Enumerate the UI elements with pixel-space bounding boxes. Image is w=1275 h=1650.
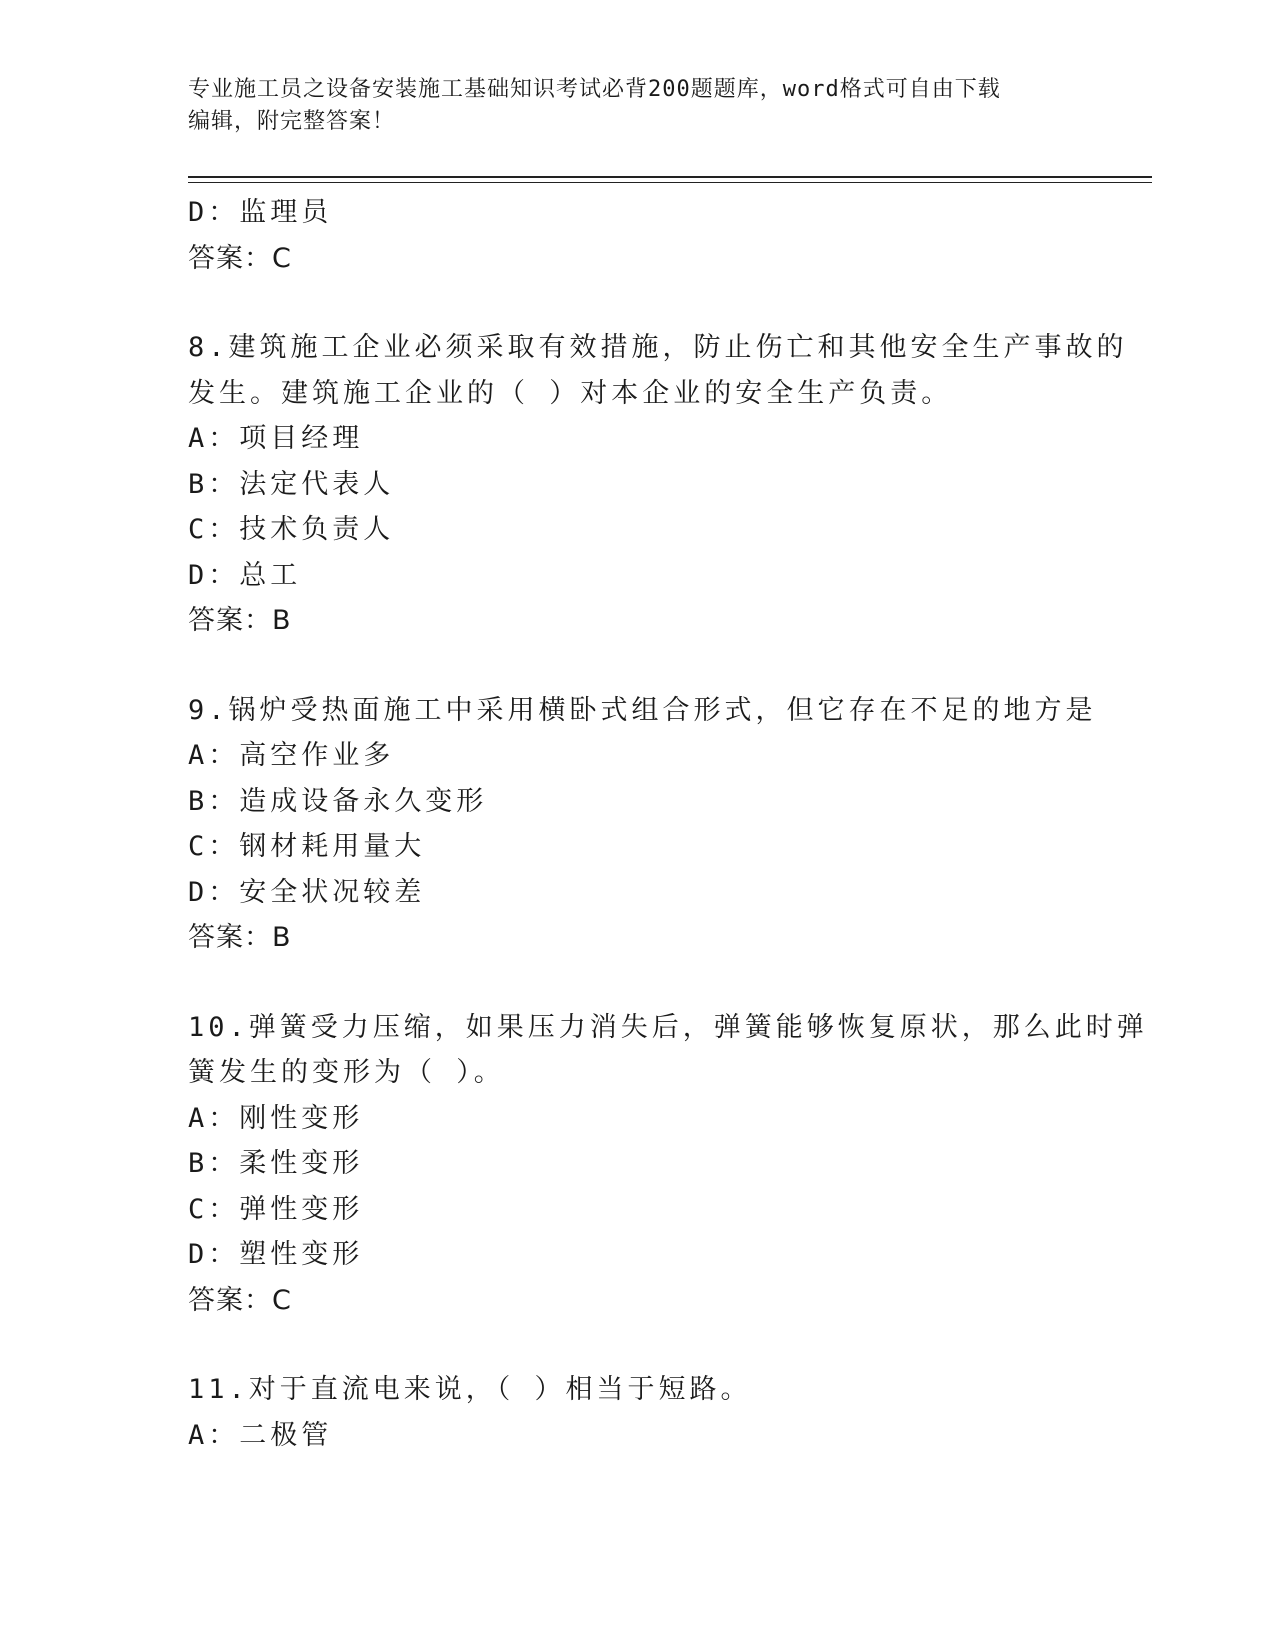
option-d: D：塑性变形 <box>188 1239 364 1270</box>
option-c: C：钢材耗用量大 <box>188 831 426 862</box>
question-11 <box>188 1367 1088 1458</box>
answer-line: 答案：B <box>188 922 292 953</box>
question-list <box>188 190 1148 1458</box>
option-c: C：技术负责人 <box>188 514 395 545</box>
question-stem-line: 9.锅炉受热面施工中采用横卧式组合形式，但它存在不足的地方是 <box>188 694 1097 726</box>
option-c: C：弹性变形 <box>188 1193 364 1225</box>
option-a: A：高空作业多 <box>188 740 395 771</box>
question-stem-line: 8.建筑施工企业必须采取有效措施，防止伤亡和其他安全生产事故的 <box>188 332 1128 363</box>
spacer <box>188 961 1088 1005</box>
document-header <box>188 74 1088 138</box>
answer-line: 答案：B <box>188 605 292 636</box>
question-8 <box>188 325 1128 644</box>
option-d: D：监理员 <box>188 197 333 228</box>
question-stem-line: 发生。建筑施工企业的（ ）对本企业的安全生产负责。 <box>188 377 953 409</box>
header-title-line-2: 编辑，附完整答案！ <box>188 109 396 134</box>
spacer <box>188 281 1088 325</box>
option-b: B：法定代表人 <box>188 468 395 500</box>
question-stem-line: 10.弹簧受力压缩，如果压力消失后，弹簧能够恢复原状，那么此时弹 <box>188 1011 1148 1043</box>
option-b: B：柔性变形 <box>188 1148 364 1179</box>
spacer <box>188 644 1088 688</box>
option-d: D：安全状况较差 <box>188 876 426 908</box>
header-title-line-1: 专业施工员之设备安装施工基础知识考试必背200题题库，word格式可自由下载 <box>188 77 1001 102</box>
question-9 <box>188 688 1097 961</box>
option-b: B：造成设备永久变形 <box>188 785 488 817</box>
spacer <box>188 1323 1088 1367</box>
header-divider-thick <box>188 176 1152 178</box>
option-a: A：二极管 <box>188 1419 333 1451</box>
question-stem-line: 簧发生的变形为（ ）。 <box>188 1057 505 1088</box>
option-a: A：刚性变形 <box>188 1102 364 1134</box>
question-10 <box>188 1005 1148 1324</box>
header-divider-thin <box>188 182 1152 183</box>
answer-line: 答案：C <box>188 1284 292 1316</box>
question-stem-line: 11.对于直流电来说，（ ）相当于短路。 <box>188 1374 752 1405</box>
option-d: D：总工 <box>188 559 302 591</box>
question-7-tail <box>188 190 1088 281</box>
option-a: A：项目经理 <box>188 423 364 454</box>
answer-line: 答案：C <box>188 242 292 274</box>
